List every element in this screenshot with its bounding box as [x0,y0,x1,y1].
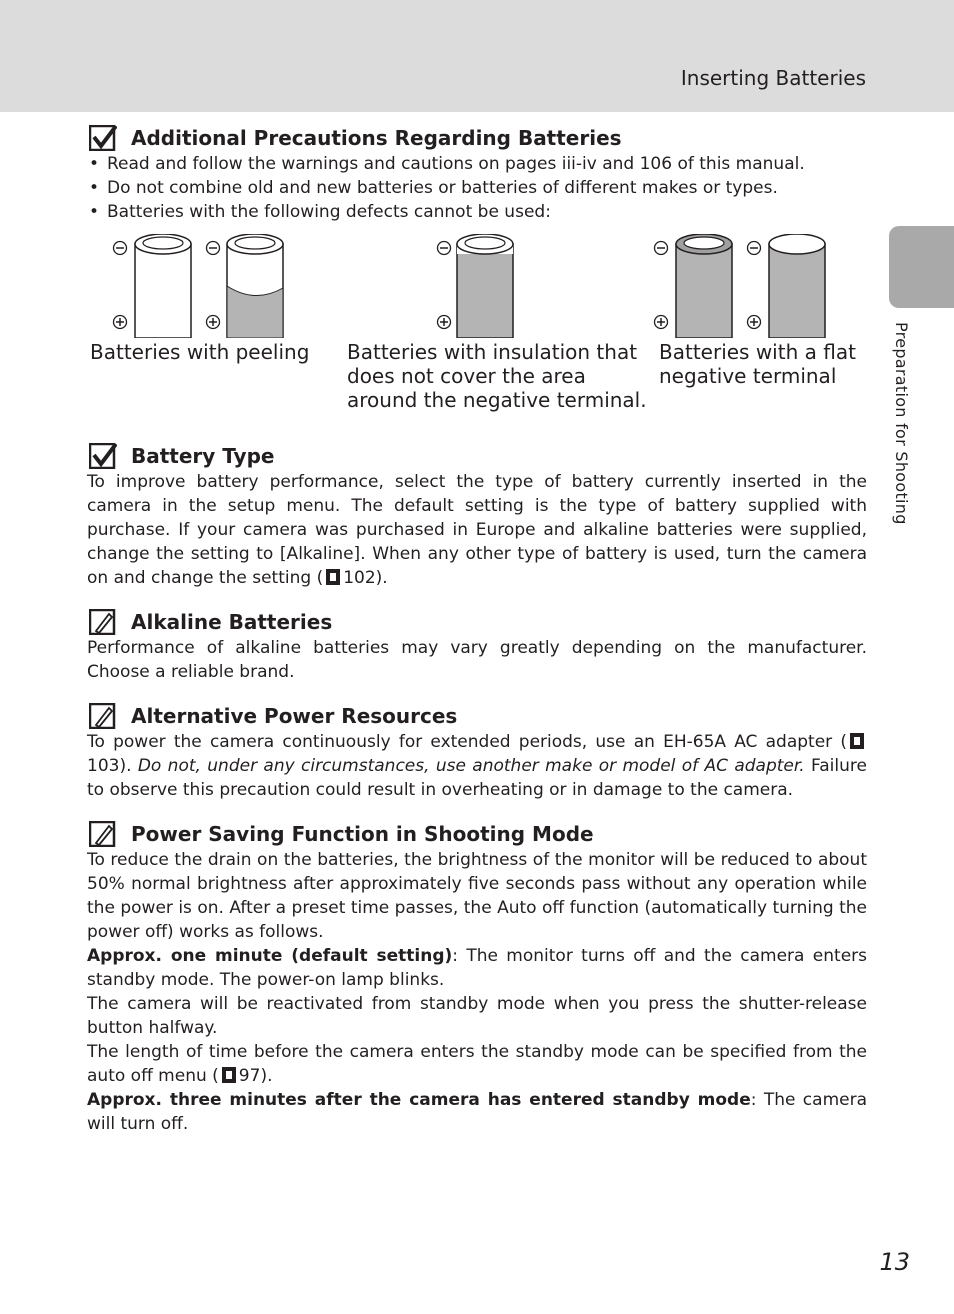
page-ref: 103 [87,756,120,776]
power-saving-p3: The camera will be reactivated from standby mode when you press the shutter-release button halfway. [87,994,867,1038]
page-header-title: Inserting Batteries [680,66,866,90]
page-reference-icon [222,1067,236,1083]
power-saving-p1: To reduce the drain on the batteries, the brightness of the monitor will be reduced to about 50% normal brightness after approximately five seconds pass without any operation while the power is on. After a preset time passes, the Auto off function (automatically turning the power off) works as follows. [87,850,867,942]
text-span: The length of time before the camera enters the standby mode can be specified from the auto off menu ( [87,1042,867,1086]
caption-insulation: Batteries with insulation that does not cover the area around the negative terminal. [347,340,647,412]
side-tab [889,226,954,308]
precautions-heading: Additional Precautions Regarding Batteries [131,126,622,150]
checkmark-note-icon [89,443,117,469]
power-saving-heading-row [87,820,867,848]
caption-peeling: Batteries with peeling [90,340,310,364]
text-span: ). [119,756,132,776]
page-ref: 97 [238,1066,261,1086]
checkmark-note-icon [89,125,117,151]
alternative-power-text [87,730,867,802]
alkaline-text: Performance of alkaline batteries may vary greatly depending on the manufacturer. Choose a reliable brand. [87,638,867,682]
pencil-note-icon [89,703,117,729]
header-band [0,0,954,112]
precautions-heading-row [87,124,867,152]
list-item: • Do not combine old and new batteries or batteries of different makes or types. [87,176,867,200]
power-saving-p5 [87,1088,867,1136]
battery-peeling-1 [114,234,192,338]
battery-illustrations [87,234,867,338]
text-span: : The monitor turns off and the camera enters standby mode. The power-on lamp blinks. [87,946,868,990]
caption-flat-terminal: Batteries with a flat negative terminal [659,340,856,388]
page-content [87,124,867,1136]
text-span: : The camera will turn off. [87,1090,868,1134]
battery-flat-1 [655,234,733,338]
pencil-note-icon [89,609,117,635]
battery-type-heading-row [87,442,867,470]
alkaline-heading-row [87,608,867,636]
alternative-power-heading: Alternative Power Resources [131,704,458,728]
text-span: Failure to observe this precaution could result in overheating or in damage to the camera. [87,756,867,800]
page-number: 13 [879,1248,910,1276]
defective-batteries-figure [87,234,867,442]
alkaline-heading: Alkaline Batteries [131,610,333,634]
battery-type-text [87,470,867,590]
list-item: • Read and follow the warnings and cautions on pages iii-iv and 106 of this manual. [87,152,867,176]
alternative-power-heading-row [87,702,867,730]
text-span: To improve battery performance, select the type of battery currently inserted in the camera in the setup menu. The default setting is the type of battery supplied with purchase. If your camera was purchased in Europe and alkaline batteries were supplied, change the setting to [Alkaline]. When any other type of battery is used, turn the camera on and change the setting ( [87,472,867,588]
pencil-note-icon [89,821,117,847]
battery-peeling-2 [207,234,284,338]
side-tab-label: Preparation for Shooting [892,322,911,525]
page-reference-icon [850,733,864,749]
page-reference-icon [326,569,340,585]
list-item: • Batteries with the following defects cannot be used: [87,200,867,224]
battery-type-heading: Battery Type [131,444,275,468]
text-span: ). [260,1066,273,1086]
page-ref: 102 [343,568,376,588]
bold-term: Approx. one minute (default setting) [87,946,453,966]
warning-italic: Do not, under any circumstances, use another make or model of AC adapter. [137,756,805,776]
text-span: To power the camera continuously for extended periods, use an EH-65A AC adapter ( [87,732,847,752]
power-saving-p2 [87,944,867,992]
battery-insulation [438,234,514,338]
power-saving-heading: Power Saving Function in Shooting Mode [131,822,594,846]
text-span: ). [375,568,388,588]
precautions-list [87,152,867,224]
power-saving-p4 [87,1040,867,1088]
bold-term: Approx. three minutes after the camera has entered standby mode [87,1090,751,1110]
battery-flat-2 [748,234,826,338]
